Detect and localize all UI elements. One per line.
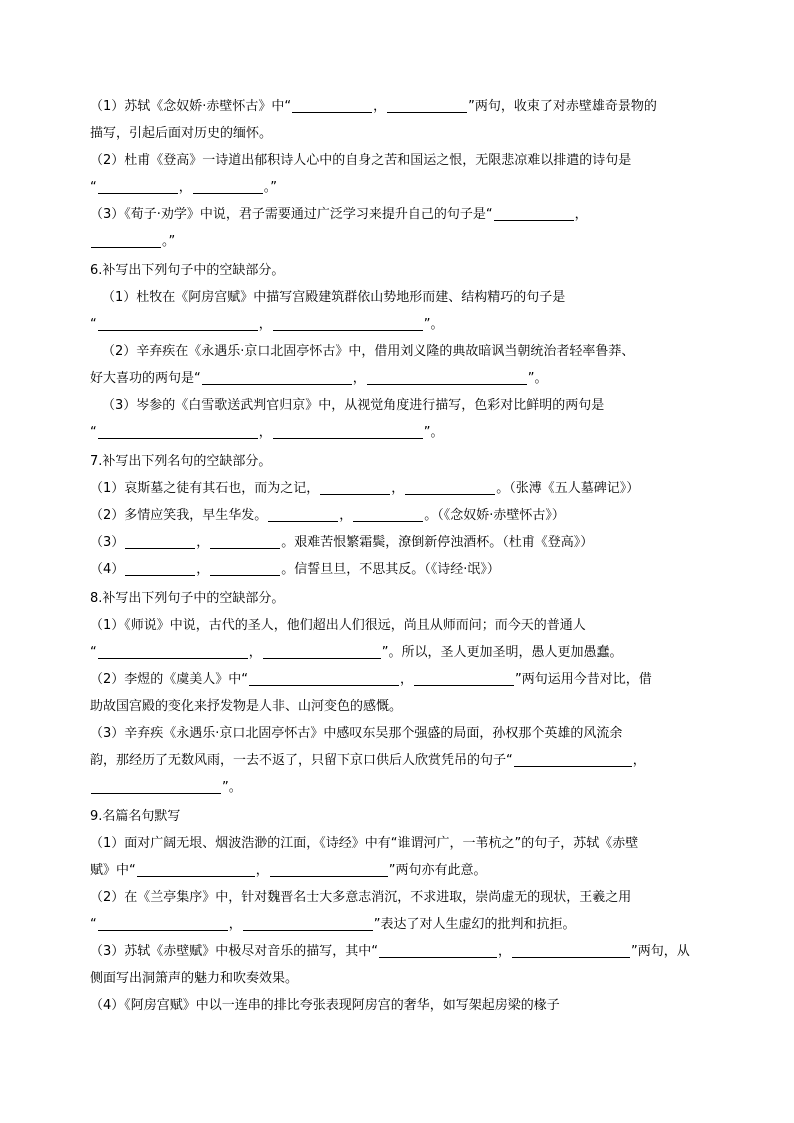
q6-3-line2: “ ， ”。 — [90, 425, 444, 440]
q6-1-line2: “ ， ”。 — [90, 317, 444, 332]
answer-blank[interactable] — [494, 206, 574, 221]
answer-blank[interactable] — [210, 561, 280, 576]
section-7-heading: 7.补写出下列名句的空缺部分。 — [90, 454, 272, 469]
answer-blank[interactable] — [268, 507, 338, 522]
answer-blank[interactable] — [249, 671, 399, 686]
answer-blank[interactable] — [91, 779, 221, 794]
q5-3-line2: 。” — [90, 228, 704, 255]
answer-blank[interactable] — [320, 480, 390, 495]
answer-blank[interactable] — [379, 943, 497, 958]
q9-1-line2: 赋》中“ ， ”两句亦有此意。 — [90, 863, 487, 878]
q8-1-line1: （1）《师说》中说，古代的圣人，他们超出人们很远，尚且从师而问；而今天的普通人 — [90, 618, 586, 633]
answer-blank[interactable] — [98, 179, 178, 194]
q7-2: （2）多情应笑我，早生华发。 ， 。（《念奴娇·赤壁怀古》） — [90, 508, 565, 523]
answer-blank[interactable] — [137, 862, 255, 877]
q5-2-line1: （2）杜甫《登高》一诗道出郁积诗人心中的自身之苦和国运之恨，无限悲凉难以排遣的诗句是 — [90, 153, 632, 168]
section-6-heading: 6.补写出下列句子中的空缺部分。 — [90, 263, 285, 278]
answer-blank[interactable] — [273, 424, 423, 439]
answer-blank[interactable] — [98, 916, 228, 931]
q5-1-line1: （1）苏轼《念奴娇·赤壁怀古》中“ ， ”两句，收束了对赤壁雄奇景物的 — [90, 99, 657, 114]
answer-blank[interactable] — [125, 534, 195, 549]
q8-3-line3: ”。 — [90, 774, 704, 801]
answer-blank[interactable] — [514, 752, 632, 767]
answer-blank[interactable] — [292, 98, 372, 113]
answer-blank[interactable] — [414, 671, 514, 686]
answer-blank[interactable] — [353, 507, 423, 522]
answer-blank[interactable] — [202, 370, 352, 385]
q6-2-line1: （2）辛弃疾在《永遇乐·京口北固亭怀古》中，借用刘义隆的典故暗讽当朝统治者轻率鲁莽、 — [102, 344, 635, 359]
q8-2-line2: 助故国宫殿的变化来抒发物是人非、山河变色的感慨。 — [90, 699, 403, 714]
q8-1-line2: “ ， ”。所以，圣人更加圣明，愚人更加愚蠢。 — [90, 645, 623, 660]
q9-3-line2: 侧面写出洞箫声的魅力和吹奏效果。 — [90, 971, 299, 986]
q6-1-line1: （1）杜牧在《阿房宫赋》中描写宫殿建筑群依山势地形而建、结构精巧的句子是 — [102, 290, 566, 305]
q5-2-line2: “ ， 。” — [90, 180, 278, 195]
q9-2-line2: “ ， ”表达了对人生虚幻的批判和抗拒。 — [90, 917, 576, 932]
answer-blank[interactable] — [270, 862, 388, 877]
q8-3-line1: （3）辛弃疾《永遇乐·京口北固亭怀古》中感叹东吴那个强盛的局面，孙权那个英雄的风流余 — [90, 726, 623, 741]
answer-blank[interactable] — [512, 943, 630, 958]
answer-blank[interactable] — [91, 233, 161, 248]
q8-3-line2: 韵，那经历了无数风雨，一去不返了，只留下京口供后人欣赏凭吊的句子“ ， — [90, 753, 646, 768]
answer-blank[interactable] — [125, 561, 195, 576]
answer-blank[interactable] — [367, 370, 527, 385]
q7-4: （4） ， 。信誓旦旦，不思其反。（《诗经·氓》） — [90, 562, 500, 577]
q7-1: （1）哀斯墓之徒有其石也，而为之记， ， 。（张溥《五人墓碑记》） — [90, 481, 640, 496]
q9-4-line1: （4）《阿房宫赋》中以一连串的排比夸张表现阿房宫的奢华，如写架起房梁的椽子 — [90, 998, 560, 1013]
q9-1-line1: （1）面对广阔无垠、烟波浩渺的江面，《诗经》中有“谁谓河广，一苇杭之”的句子，苏轼《赤壁 — [90, 836, 639, 851]
answer-blank[interactable] — [263, 644, 381, 659]
answer-blank[interactable] — [405, 480, 495, 495]
q6-2-line2: 好大喜功的两句是“ ， ”。 — [90, 371, 548, 386]
q6-3-line1: （3）岑参的《白雪歌送武判官归京》中，从视觉角度进行描写，色彩对比鲜明的两句是 — [102, 398, 605, 413]
answer-blank[interactable] — [243, 916, 373, 931]
answer-blank[interactable] — [98, 644, 248, 659]
answer-blank[interactable] — [193, 179, 263, 194]
q5-1-line2: 描写，引起后面对历史的缅怀。 — [90, 126, 273, 141]
answer-blank[interactable] — [98, 316, 258, 331]
answer-blank[interactable] — [98, 424, 258, 439]
q9-2-line1: （2）在《兰亭集序》中，针对魏晋名士大多意志消沉，不求进取，崇尚虚无的现状，王羲之用 — [90, 890, 632, 905]
section-8-heading: 8.补写出下列句子中的空缺部分。 — [90, 591, 285, 606]
answer-blank[interactable] — [273, 316, 423, 331]
q8-2-line1: （2）李煜的《虞美人》中“ ， ”两句运用今昔对比，借 — [90, 672, 652, 687]
answer-blank[interactable] — [387, 98, 467, 113]
q5-3-line1: （3）《荀子·劝学》中说，君子需要通过广泛学习来提升自己的句子是“ ， — [90, 207, 588, 222]
q9-3-line1: （3）苏轼《赤壁赋》中极尽对音乐的描写，其中“ ， ”两句，从 — [90, 944, 690, 959]
q7-3: （3） ， 。艰难苦恨繁霜鬓，潦倒新停浊酒杯。（杜甫《登高》） — [90, 535, 594, 550]
answer-blank[interactable] — [210, 534, 280, 549]
section-9-heading: 9.名篇名句默写 — [90, 809, 181, 824]
